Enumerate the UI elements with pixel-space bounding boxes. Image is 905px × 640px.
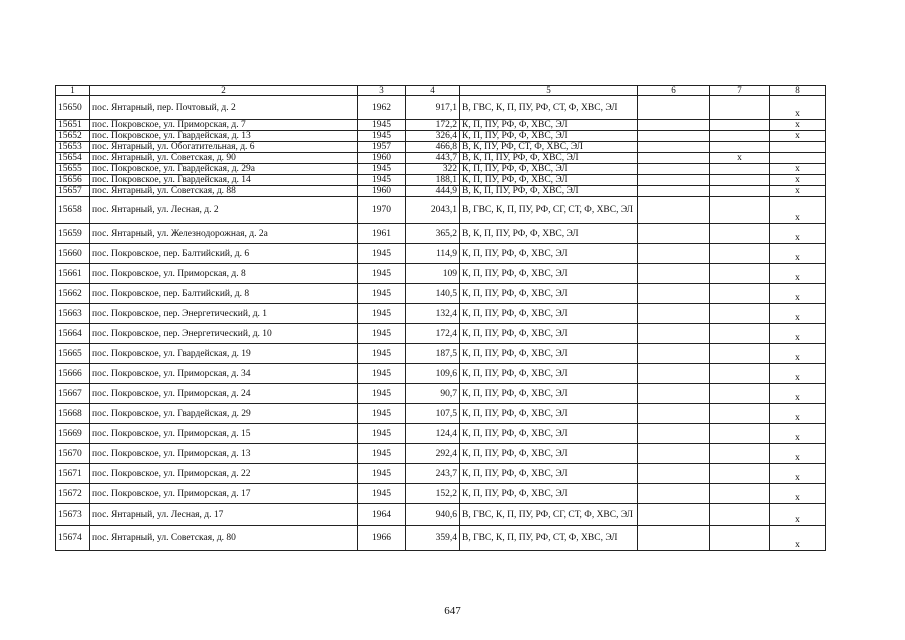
- services-cell: К, П, ПУ, РФ, Ф, ХВС, ЭЛ: [460, 175, 638, 186]
- col6-cell: [638, 324, 710, 344]
- table-row: [56, 244, 826, 264]
- services-cell: В, К, П, ПУ, РФ, Ф, ХВС, ЭЛ: [460, 153, 638, 164]
- address-cell: пос. Янтарный, ул. Советская, д. 80: [90, 526, 358, 551]
- address-cell: пос. Покровское, ул. Гвардейская, д. 19: [90, 344, 358, 364]
- area-cell: 90,7: [406, 384, 460, 404]
- col6-cell: [638, 384, 710, 404]
- year-cell: 1957: [358, 142, 406, 153]
- services-cell: В, ГВС, К, П, ПУ, РФ, СТ, Ф, ХВС, ЭЛ: [460, 96, 638, 120]
- row-id-cell: 15663: [56, 304, 90, 324]
- row-id-cell: 15667: [56, 384, 90, 404]
- row-id-cell: 15659: [56, 224, 90, 244]
- address-cell: пос. Покровское, пер. Энергетический, д. 10: [90, 324, 358, 344]
- header-cell: 3: [358, 86, 406, 96]
- year-cell: 1945: [358, 284, 406, 304]
- area-cell: 152,2: [406, 484, 460, 504]
- year-cell: 1945: [358, 120, 406, 131]
- address-cell: пос. Янтарный, ул. Лесная, д. 17: [90, 504, 358, 526]
- col8-cell: x: [770, 324, 826, 344]
- year-cell: 1960: [358, 153, 406, 164]
- area-cell: 443,7: [406, 153, 460, 164]
- address-cell: пос. Покровское, пер. Балтийский, д. 8: [90, 284, 358, 304]
- col8-cell: x: [770, 504, 826, 526]
- services-cell: К, П, ПУ, РФ, Ф, ХВС, ЭЛ: [460, 344, 638, 364]
- services-cell: К, П, ПУ, РФ, Ф, ХВС, ЭЛ: [460, 131, 638, 142]
- col8-cell: [770, 153, 826, 164]
- area-cell: 109: [406, 264, 460, 284]
- header-cell: 1: [56, 86, 90, 96]
- row-id-cell: 15652: [56, 131, 90, 142]
- year-cell: 1945: [358, 164, 406, 175]
- col7-cell: x: [710, 153, 770, 164]
- address-cell: пос. Янтарный, ул. Советская, д. 90: [90, 153, 358, 164]
- col8-cell: x: [770, 197, 826, 224]
- table-row: [56, 186, 826, 197]
- area-cell: 172,2: [406, 120, 460, 131]
- row-id-cell: 15674: [56, 526, 90, 551]
- table-row: [56, 224, 826, 244]
- col8-cell: x: [770, 484, 826, 504]
- col8-cell: x: [770, 364, 826, 384]
- col7-cell: [710, 244, 770, 264]
- col7-cell: [710, 344, 770, 364]
- row-id-cell: 15662: [56, 284, 90, 304]
- col6-cell: [638, 197, 710, 224]
- address-cell: пос. Янтарный, ул. Обогатительная, д. 6: [90, 142, 358, 153]
- col6-cell: [638, 264, 710, 284]
- col7-cell: [710, 175, 770, 186]
- col6-cell: [638, 424, 710, 444]
- year-cell: 1945: [358, 484, 406, 504]
- row-id-cell: 15661: [56, 264, 90, 284]
- col6-cell: [638, 142, 710, 153]
- services-cell: К, П, ПУ, РФ, Ф, ХВС, ЭЛ: [460, 304, 638, 324]
- col8-cell: x: [770, 131, 826, 142]
- area-cell: 187,5: [406, 344, 460, 364]
- col7-cell: [710, 264, 770, 284]
- area-cell: 243,7: [406, 464, 460, 484]
- row-id-cell: 15650: [56, 96, 90, 120]
- header-cell: 8: [770, 86, 826, 96]
- area-cell: 107,5: [406, 404, 460, 424]
- year-cell: 1960: [358, 186, 406, 197]
- area-cell: 444,9: [406, 186, 460, 197]
- year-cell: 1970: [358, 197, 406, 224]
- col7-cell: [710, 164, 770, 175]
- address-cell: пос. Покровское, пер. Балтийский, д. 6: [90, 244, 358, 264]
- row-id-cell: 15669: [56, 424, 90, 444]
- area-cell: 2043,1: [406, 197, 460, 224]
- year-cell: 1945: [358, 304, 406, 324]
- year-cell: 1945: [358, 464, 406, 484]
- col8-cell: x: [770, 224, 826, 244]
- col6-cell: [638, 404, 710, 424]
- col6-cell: [638, 344, 710, 364]
- row-id-cell: 15655: [56, 164, 90, 175]
- row-id-cell: 15651: [56, 120, 90, 131]
- address-cell: пос. Покровское, ул. Приморская, д. 15: [90, 424, 358, 444]
- table-row: [56, 164, 826, 175]
- address-cell: пос. Покровское, ул. Приморская, д. 13: [90, 444, 358, 464]
- table-row: [56, 304, 826, 324]
- col8-cell: x: [770, 175, 826, 186]
- row-id-cell: 15665: [56, 344, 90, 364]
- col7-cell: [710, 96, 770, 120]
- table-row: [56, 384, 826, 404]
- row-id-cell: 15664: [56, 324, 90, 344]
- table-row: [56, 424, 826, 444]
- col6-cell: [638, 284, 710, 304]
- col7-cell: [710, 404, 770, 424]
- address-cell: пос. Янтарный, ул. Лесная, д. 2: [90, 197, 358, 224]
- header-cell: 2: [90, 86, 358, 96]
- year-cell: 1945: [358, 244, 406, 264]
- col7-cell: [710, 384, 770, 404]
- header-cell: 5: [460, 86, 638, 96]
- col8-cell: x: [770, 404, 826, 424]
- address-cell: пос. Покровское, ул. Приморская, д. 7: [90, 120, 358, 131]
- table-row: [56, 504, 826, 526]
- services-cell: К, П, ПУ, РФ, Ф, ХВС, ЭЛ: [460, 444, 638, 464]
- row-id-cell: 15668: [56, 404, 90, 424]
- year-cell: 1961: [358, 224, 406, 244]
- col7-cell: [710, 364, 770, 384]
- area-cell: 466,8: [406, 142, 460, 153]
- col8-cell: x: [770, 304, 826, 324]
- col8-cell: x: [770, 464, 826, 484]
- table-row: [56, 120, 826, 131]
- services-cell: К, П, ПУ, РФ, Ф, ХВС, ЭЛ: [460, 324, 638, 344]
- address-cell: пос. Покровское, ул. Гвардейская, д. 13: [90, 131, 358, 142]
- services-cell: К, П, ПУ, РФ, Ф, ХВС, ЭЛ: [460, 244, 638, 264]
- area-cell: 114,9: [406, 244, 460, 264]
- services-cell: В, ГВС, К, П, ПУ, РФ, СГ, СТ, Ф, ХВС, ЭЛ: [460, 197, 638, 224]
- table-row: [56, 284, 826, 304]
- col6-cell: [638, 175, 710, 186]
- col6-cell: [638, 131, 710, 142]
- year-cell: 1945: [358, 424, 406, 444]
- services-cell: К, П, ПУ, РФ, Ф, ХВС, ЭЛ: [460, 484, 638, 504]
- registry-sheet: [55, 85, 826, 551]
- col7-cell: [710, 224, 770, 244]
- area-cell: 140,5: [406, 284, 460, 304]
- table-row: [56, 153, 826, 164]
- table-row: [56, 264, 826, 284]
- col6-cell: [638, 364, 710, 384]
- year-cell: 1945: [358, 364, 406, 384]
- area-cell: 132,4: [406, 304, 460, 324]
- col7-cell: [710, 142, 770, 153]
- col8-cell: x: [770, 344, 826, 364]
- col6-cell: [638, 164, 710, 175]
- area-cell: 124,4: [406, 424, 460, 444]
- col8-cell: x: [770, 186, 826, 197]
- header-cell: 4: [406, 86, 460, 96]
- table-row: [56, 142, 826, 153]
- table-row: [56, 444, 826, 464]
- col6-cell: [638, 464, 710, 484]
- col8-cell: [770, 142, 826, 153]
- services-cell: К, П, ПУ, РФ, Ф, ХВС, ЭЛ: [460, 384, 638, 404]
- col7-cell: [710, 304, 770, 324]
- col7-cell: [710, 120, 770, 131]
- area-cell: 940,6: [406, 504, 460, 526]
- row-id-cell: 15653: [56, 142, 90, 153]
- services-cell: К, П, ПУ, РФ, Ф, ХВС, ЭЛ: [460, 364, 638, 384]
- services-cell: К, П, ПУ, РФ, Ф, ХВС, ЭЛ: [460, 464, 638, 484]
- row-id-cell: 15656: [56, 175, 90, 186]
- area-cell: 917,1: [406, 96, 460, 120]
- header-cell: 6: [638, 86, 710, 96]
- col8-cell: x: [770, 284, 826, 304]
- header-row: [56, 86, 826, 96]
- col6-cell: [638, 304, 710, 324]
- year-cell: 1945: [358, 344, 406, 364]
- col7-cell: [710, 186, 770, 197]
- year-cell: 1966: [358, 526, 406, 551]
- services-cell: В, К, ПУ, РФ, СТ, Ф, ХВС, ЭЛ: [460, 142, 638, 153]
- services-cell: К, П, ПУ, РФ, Ф, ХВС, ЭЛ: [460, 404, 638, 424]
- row-id-cell: 15654: [56, 153, 90, 164]
- col6-cell: [638, 444, 710, 464]
- services-cell: В, К, П, ПУ, РФ, Ф, ХВС, ЭЛ: [460, 224, 638, 244]
- table-row: [56, 131, 826, 142]
- area-cell: 109,6: [406, 364, 460, 384]
- row-id-cell: 15672: [56, 484, 90, 504]
- col7-cell: [710, 424, 770, 444]
- address-cell: пос. Покровское, ул. Приморская, д. 17: [90, 484, 358, 504]
- col7-cell: [710, 464, 770, 484]
- table-row: [56, 464, 826, 484]
- area-cell: 359,4: [406, 526, 460, 551]
- address-cell: пос. Покровское, ул. Гвардейская, д. 29: [90, 404, 358, 424]
- services-cell: К, П, ПУ, РФ, Ф, ХВС, ЭЛ: [460, 120, 638, 131]
- col7-cell: [710, 444, 770, 464]
- year-cell: 1945: [358, 324, 406, 344]
- col8-cell: x: [770, 444, 826, 464]
- row-id-cell: 15670: [56, 444, 90, 464]
- table-row: [56, 197, 826, 224]
- address-cell: пос. Янтарный, ул. Железнодорожная, д. 2а: [90, 224, 358, 244]
- col8-cell: x: [770, 244, 826, 264]
- address-cell: пос. Покровское, ул. Приморская, д. 8: [90, 264, 358, 284]
- year-cell: 1945: [358, 264, 406, 284]
- year-cell: 1945: [358, 384, 406, 404]
- year-cell: 1945: [358, 444, 406, 464]
- year-cell: 1945: [358, 404, 406, 424]
- row-id-cell: 15658: [56, 197, 90, 224]
- col6-cell: [638, 504, 710, 526]
- address-cell: пос. Покровское, ул. Гвардейская, д. 14: [90, 175, 358, 186]
- area-cell: 322: [406, 164, 460, 175]
- col8-cell: x: [770, 164, 826, 175]
- col8-cell: x: [770, 96, 826, 120]
- table-row: [56, 324, 826, 344]
- col7-cell: [710, 197, 770, 224]
- table-row: [56, 404, 826, 424]
- year-cell: 1945: [358, 131, 406, 142]
- col6-cell: [638, 224, 710, 244]
- col7-cell: [710, 526, 770, 551]
- address-cell: пос. Янтарный, ул. Советская, д. 88: [90, 186, 358, 197]
- col6-cell: [638, 484, 710, 504]
- services-cell: К, П, ПУ, РФ, Ф, ХВС, ЭЛ: [460, 424, 638, 444]
- col7-cell: [710, 504, 770, 526]
- address-cell: пос. Янтарный, пер. Почтовый, д. 2: [90, 96, 358, 120]
- table-row: [56, 526, 826, 551]
- area-cell: 188,1: [406, 175, 460, 186]
- col7-cell: [710, 131, 770, 142]
- services-cell: В, ГВС, К, П, ПУ, РФ, СГ, СТ, Ф, ХВС, ЭЛ: [460, 504, 638, 526]
- area-cell: 292,4: [406, 444, 460, 464]
- year-cell: 1964: [358, 504, 406, 526]
- col7-cell: [710, 324, 770, 344]
- row-id-cell: 15666: [56, 364, 90, 384]
- address-cell: пос. Покровское, ул. Приморская, д. 22: [90, 464, 358, 484]
- year-cell: 1945: [358, 175, 406, 186]
- col7-cell: [710, 484, 770, 504]
- col6-cell: [638, 120, 710, 131]
- table-row: [56, 344, 826, 364]
- building-table: [55, 85, 826, 551]
- services-cell: К, П, ПУ, РФ, Ф, ХВС, ЭЛ: [460, 264, 638, 284]
- col6-cell: [638, 96, 710, 120]
- area-cell: 172,4: [406, 324, 460, 344]
- col6-cell: [638, 526, 710, 551]
- area-cell: 326,4: [406, 131, 460, 142]
- col8-cell: x: [770, 526, 826, 551]
- address-cell: пос. Покровское, ул. Приморская, д. 24: [90, 384, 358, 404]
- services-cell: К, П, ПУ, РФ, Ф, ХВС, ЭЛ: [460, 164, 638, 175]
- area-cell: 365,2: [406, 224, 460, 244]
- col6-cell: [638, 186, 710, 197]
- col8-cell: x: [770, 120, 826, 131]
- page-number: 647: [444, 605, 461, 617]
- col8-cell: x: [770, 424, 826, 444]
- address-cell: пос. Покровское, ул. Приморская, д. 34: [90, 364, 358, 384]
- table-row: [56, 96, 826, 120]
- services-cell: К, П, ПУ, РФ, Ф, ХВС, ЭЛ: [460, 284, 638, 304]
- services-cell: В, К, П, ПУ, РФ, Ф, ХВС, ЭЛ: [460, 186, 638, 197]
- col6-cell: [638, 153, 710, 164]
- col7-cell: [710, 284, 770, 304]
- services-cell: В, ГВС, К, П, ПУ, РФ, СТ, Ф, ХВС, ЭЛ: [460, 526, 638, 551]
- address-cell: пос. Покровское, пер. Энергетический, д. 1: [90, 304, 358, 324]
- table-row: [56, 484, 826, 504]
- row-id-cell: 15671: [56, 464, 90, 484]
- year-cell: 1962: [358, 96, 406, 120]
- col8-cell: x: [770, 384, 826, 404]
- row-id-cell: 15673: [56, 504, 90, 526]
- col6-cell: [638, 244, 710, 264]
- header-cell: 7: [710, 86, 770, 96]
- row-id-cell: 15660: [56, 244, 90, 264]
- table-row: [56, 175, 826, 186]
- table-row: [56, 364, 826, 384]
- row-id-cell: 15657: [56, 186, 90, 197]
- col8-cell: x: [770, 264, 826, 284]
- address-cell: пос. Покровское, ул. Гвардейская, д. 29а: [90, 164, 358, 175]
